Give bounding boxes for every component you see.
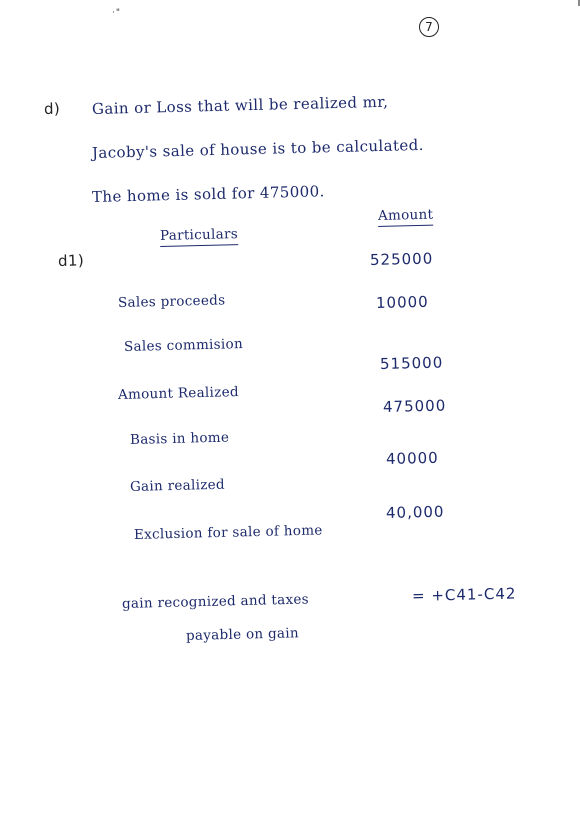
particulars-header: Particulars <box>160 225 238 247</box>
particular-label: Amount Realized <box>117 384 240 403</box>
amount-value: 40,000 <box>385 502 445 522</box>
question-line-3: The home is sold for 475000. <box>91 182 325 206</box>
particular-label: Gain realized <box>129 476 226 495</box>
amount-value: 515000 <box>379 353 444 373</box>
particular-label: Basis in home <box>129 429 230 448</box>
amount-value: 475000 <box>382 396 447 416</box>
amount-value: 10000 <box>375 292 429 312</box>
particular-label: Exclusion for sale of home <box>133 522 323 543</box>
amount-value: 525000 <box>369 249 434 269</box>
part-label: d) <box>43 99 61 118</box>
particular-label: gain recognized and taxes <box>121 591 310 612</box>
question-line-1: Gain or Loss that will be realized mr, <box>91 92 389 118</box>
top-marks: ·" <box>112 8 122 18</box>
question-line-2: Jacoby's sale of house is to be calculated. <box>91 135 425 162</box>
page-number: 7 <box>419 17 439 37</box>
particular-label: Sales commision <box>123 336 244 355</box>
amount-value: = +C41-C42 <box>411 584 517 605</box>
amount-value: 40000 <box>385 448 439 468</box>
particular-label: Sales proceeds <box>117 292 226 311</box>
particular-label-continuation: payable on gain <box>185 625 300 644</box>
amount-header: Amount <box>378 206 434 227</box>
subpart-label: d1) <box>57 251 85 270</box>
